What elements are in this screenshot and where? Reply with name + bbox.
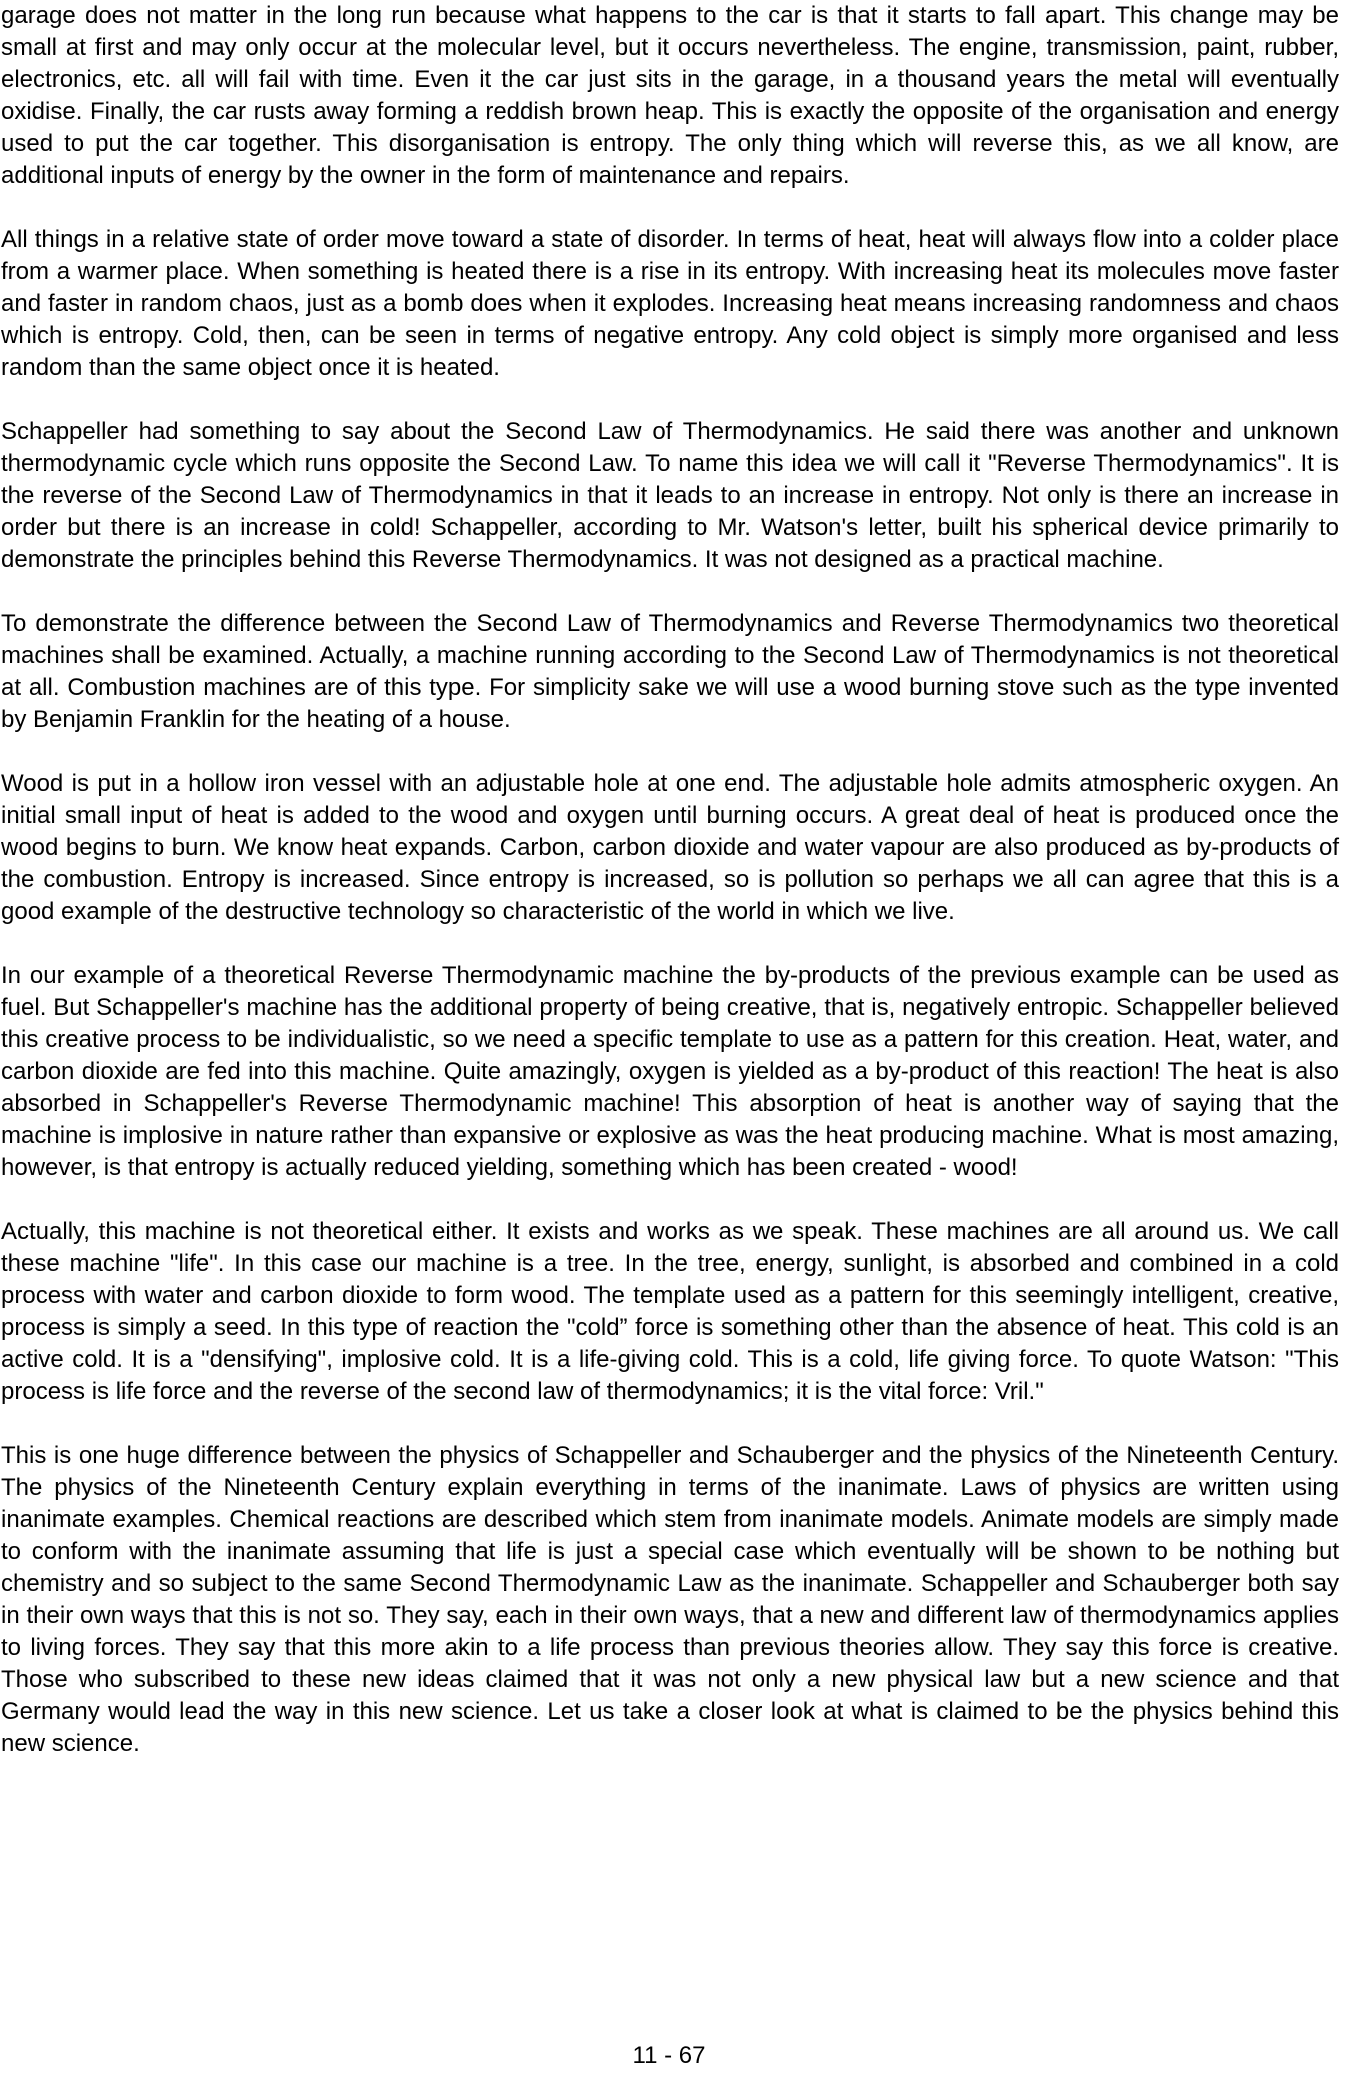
page-number: 11 - 67 xyxy=(632,2042,706,2069)
paragraph-3: Schappeller had something to say about the Second Law of Thermodynamics. He said there was another and unknown thermodynamic cycle which runs opposite the Second Law. To name this idea we will call it "Reverse Thermodynamics". It is the reverse of the Second Law of Thermodynamics in that it leads to an increase in entropy. Not only is there an increase in order but there is an increase in cold! Schappeller, according to Mr. Watson's letter, built his spherical device primarily to demonstrate the principles behind this Reverse Thermodynamics. It was not designed as a practical machine. xyxy=(1,418,1339,573)
paragraph-1: garage does not matter in the long run because what happens to the car is that it starts to fall apart. This change may be small at first and may only occur at the molecular level, but it occurs nevertheless. The engine, transmission, paint, rubber, electronics, etc. all will fail with time. Even it the car just sits in the garage, in a thousand years the metal will eventually oxidise. Finally, the car rusts away forming a reddish brown heap. This is exactly the opposite of the organisation and energy used to put the car together. This disorganisation is entropy. The only thing which will reverse this, as we all know, are additional inputs of energy by the owner in the form of maintenance and repairs. xyxy=(1,2,1339,189)
body-text xyxy=(1,0,1339,1760)
paragraph-8: This is one huge difference between the physics of Schappeller and Schauberger and the physics of the Nineteenth Century. The physics of the Nineteenth Century explain everything in terms of the inanimate. Laws of physics are written using inanimate examples. Chemical reactions are described which stem from inanimate models. Animate models are simply made to conform with the inanimate assuming that life is just a special case which eventually will be shown to be nothing but chemistry and so subject to the same Second Thermodynamic Law as the inanimate. Schappeller and Schauberger both say in their own ways that this is not so. They say, each in their own ways, that a new and different law of thermodynamics applies to living forces. They say that this more akin to a life process than previous theories allow. They say this force is creative. Those who subscribed to these new ideas claimed that it was not only a new physical law but a new science and that Germany would lead the way in this new science. Let us take a closer look at what is claimed to be the physics behind this new science. xyxy=(1,1442,1339,1757)
paragraph-5: Wood is put in a hollow iron vessel with an adjustable hole at one end. The adjustable hole admits atmospheric oxygen. An initial small input of heat is added to the wood and oxygen until burning occurs. A great deal of heat is produced once the wood begins to burn. We know heat expands. Carbon, carbon dioxide and water vapour are also produced as by-products of the combustion. Entropy is increased. Since entropy is increased, so is pollution so perhaps we all can agree that this is a good example of the destructive technology so characteristic of the world in which we live. xyxy=(1,770,1339,925)
paragraph-6: In our example of a theoretical Reverse Thermodynamic machine the by-products of the previous example can be used as fuel. But Schappeller's machine has the additional property of being creative, that is, negatively entropic. Schappeller believed this creative process to be individualistic, so we need a specific template to use as a pattern for this creation. Heat, water, and carbon dioxide are fed into this machine. Quite amazingly, oxygen is yielded as a by-product of this reaction! The heat is also absorbed in Schappeller's Reverse Thermodynamic machine! This absorption of heat is another way of saying that the machine is implosive in nature rather than expansive or explosive as was the heat producing machine. What is most amazing, however, is that entropy is actually reduced yielding, something which has been created - wood! xyxy=(1,962,1339,1181)
paragraph-2: All things in a relative state of order move toward a state of disorder. In terms of heat, heat will always flow into a colder place from a warmer place. When something is heated there is a rise in its entropy. With increasing heat its molecules move faster and faster in random chaos, just as a bomb does when it explodes. Increasing heat means increasing randomness and chaos which is entropy. Cold, then, can be seen in terms of negative entropy. Any cold object is simply more organised and less random than the same object once it is heated. xyxy=(1,226,1339,381)
paragraph-7: Actually, this machine is not theoretical either. It exists and works as we speak. These machines are all around us. We call these machine "life". In this case our machine is a tree. In the tree, energy, sunlight, is absorbed and combined in a cold process with water and carbon dioxide to form wood. The template used as a pattern for this seemingly intelligent, creative, process is simply a seed. In this type of reaction the "cold” force is something other than the absence of heat. This cold is an active cold. It is a "densifying", implosive cold. It is a life-giving cold. This is a cold, life giving force. To quote Watson: "This process is life force and the reverse of the second law of thermodynamics; it is the vital force: Vril." xyxy=(1,1218,1339,1405)
paragraph-4: To demonstrate the difference between the Second Law of Thermodynamics and Reverse Thermodynamics two theoretical machines shall be examined. Actually, a machine running according to the Second Law of Thermodynamics is not theoretical at all. Combustion machines are of this type. For simplicity sake we will use a wood burning stove such as the type invented by Benjamin Franklin for the heating of a house. xyxy=(1,610,1339,733)
